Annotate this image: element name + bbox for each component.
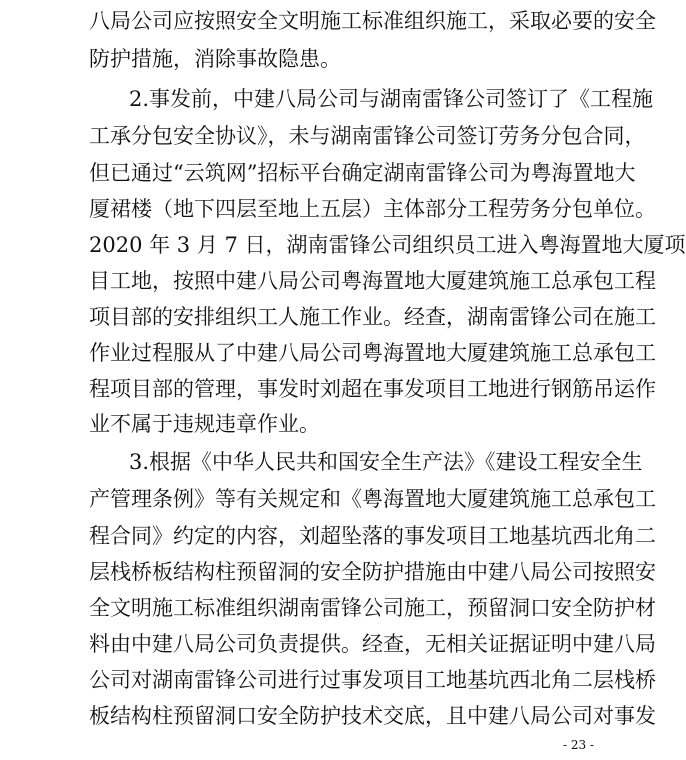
text-line: 全文明施工标准组织湖南雷锋公司施工，预留洞口安全防护材 — [89, 596, 656, 620]
text-line: 2020 年 3 月 7 日，湖南雷锋公司组织员工进入粤海置地大厦项 — [89, 233, 686, 257]
text-line: 2.事发前，中建八局公司与湖南雷锋公司签订了《工程施 — [129, 87, 654, 111]
text-line: 作业过程服从了中建八局公司粤海置地大厦建筑施工总承包工 — [89, 341, 656, 365]
text-line: 料由中建八局公司负责提供。经查，无相关证据证明中建八局 — [89, 632, 656, 656]
text-line: 产管理条例》等有关规定和《粤海置地大厦建筑施工总承包工 — [89, 487, 656, 511]
text-line: 防护措施，消除事故隐患。 — [89, 47, 341, 71]
text-line: 程合同》约定的内容，刘超坠落的事发项目工地基坑西北角二 — [89, 524, 656, 548]
text-line: 厦裙楼（地下四层至地上五层）主体部分工程劳务分包单位。 — [89, 197, 656, 221]
text-line: 层栈桥板结构柱预留洞的安全防护措施由中建八局公司按照安 — [89, 560, 656, 584]
text-line: 八局公司应按照安全文明施工标准组织施工，采取必要的安全 — [89, 9, 656, 33]
text-line: 程项目部的管理，事发时刘超在事发项目工地进行钢筋吊运作 — [89, 377, 656, 401]
text-line: 业不属于违规违章作业。 — [89, 412, 320, 436]
text-line: 目工地，按照中建八局公司粤海置地大厦建筑施工总承包工程 — [89, 269, 656, 293]
text-line: 工承分包安全协议》，未与湖南雷锋公司签订劳务分包合同， — [89, 124, 646, 148]
text-line: 3.根据《中华人民共和国安全生产法》《建设工程安全生 — [129, 450, 643, 474]
text-line: 板结构柱预留洞口安全防护技术交底，且中建八局公司对事发 — [89, 704, 656, 728]
text-line: 公司对湖南雷锋公司进行过事发项目工地基坑西北角二层栈桥 — [89, 668, 656, 692]
text-line: 项目部的安排组织工人施工作业。经查，湖南雷锋公司在施工 — [89, 305, 656, 329]
text-line: 但已通过“云筑网”招标平台确定湖南雷锋公司为粤海置地大 — [89, 161, 636, 185]
page-number: - 23 - — [563, 738, 595, 752]
